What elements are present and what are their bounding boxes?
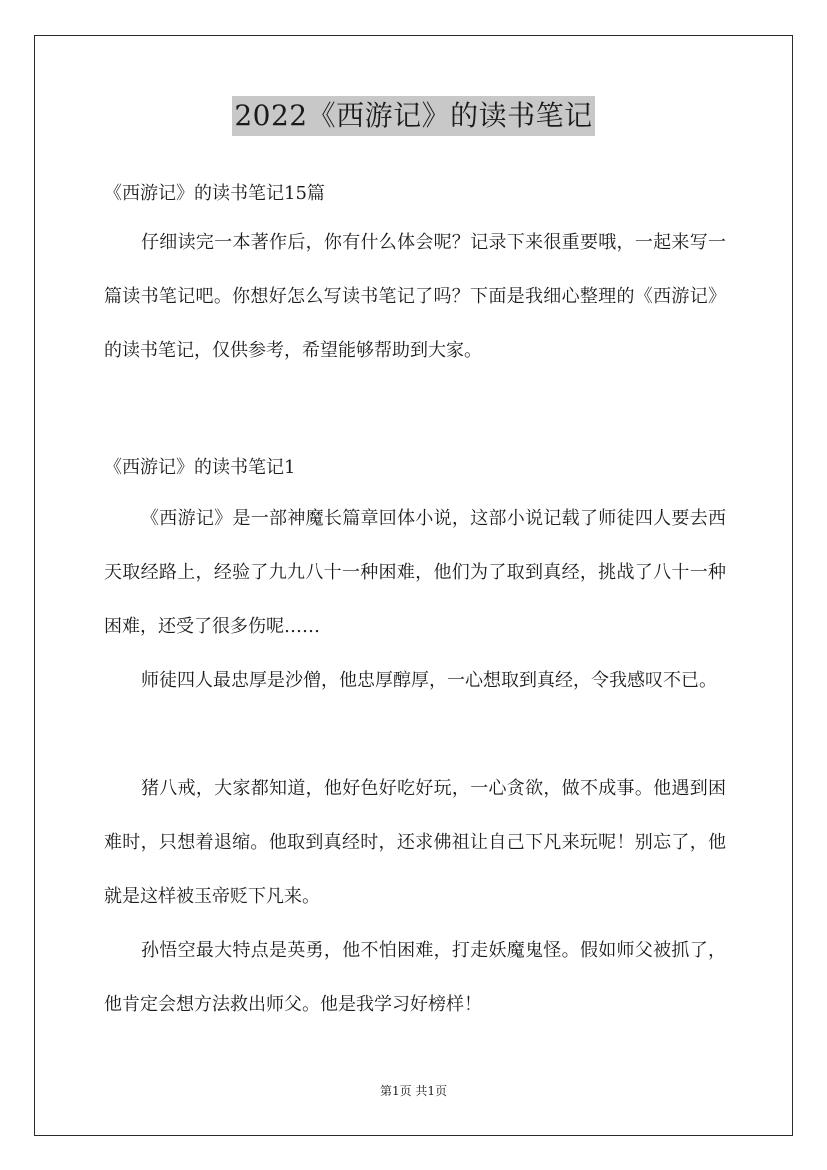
body-paragraph-1: 《西游记》是一部神魔长篇章回体小说，这部小说记载了师徒四人要去西天取经路上，经验了九九八十一种困难，他们为了取到真经，挑战了八十一种困难，还受了很多伤呢……	[104, 508, 726, 637]
intro-paragraph: 仔细读完一本著作后，你有什么体会呢？记录下来很重要哦，一起来写一篇读书笔记吧。你想好怎么写读书笔记了吗？下面是我细心整理的《西游记》的读书笔记，仅供参考，希望能够帮助到大家。	[104, 232, 726, 361]
section-heading: 《西游记》的读书笔记1	[104, 457, 296, 478]
body-paragraph-2: 师徒四人最忠厚是沙僧，他忠厚醇厚，一心想取到真经，令我感叹不已。	[141, 670, 717, 691]
body-paragraph-4: 孙悟空最大特点是英勇，他不怕困难，打走妖魔鬼怪。假如师父被抓了，他肯定会想方法救出师父。他是我学习好榜样！	[104, 940, 726, 1015]
document-title	[0, 96, 827, 136]
body-paragraph-3: 猪八戒，大家都知道，他好色好吃好玩，一心贪欲，做不成事。他遇到困难时，只想着退缩。他取到真经时，还求佛祖让自己下凡来玩呢！别忘了，他就是这样被玉帝贬下凡来。	[104, 778, 726, 907]
document-subtitle: 《西游记》的读书笔记15篇	[104, 183, 325, 204]
document-title-text: 2022《西游记》的读书笔记	[232, 96, 594, 136]
page-footer: 第1页 共1页	[379, 1084, 448, 1098]
